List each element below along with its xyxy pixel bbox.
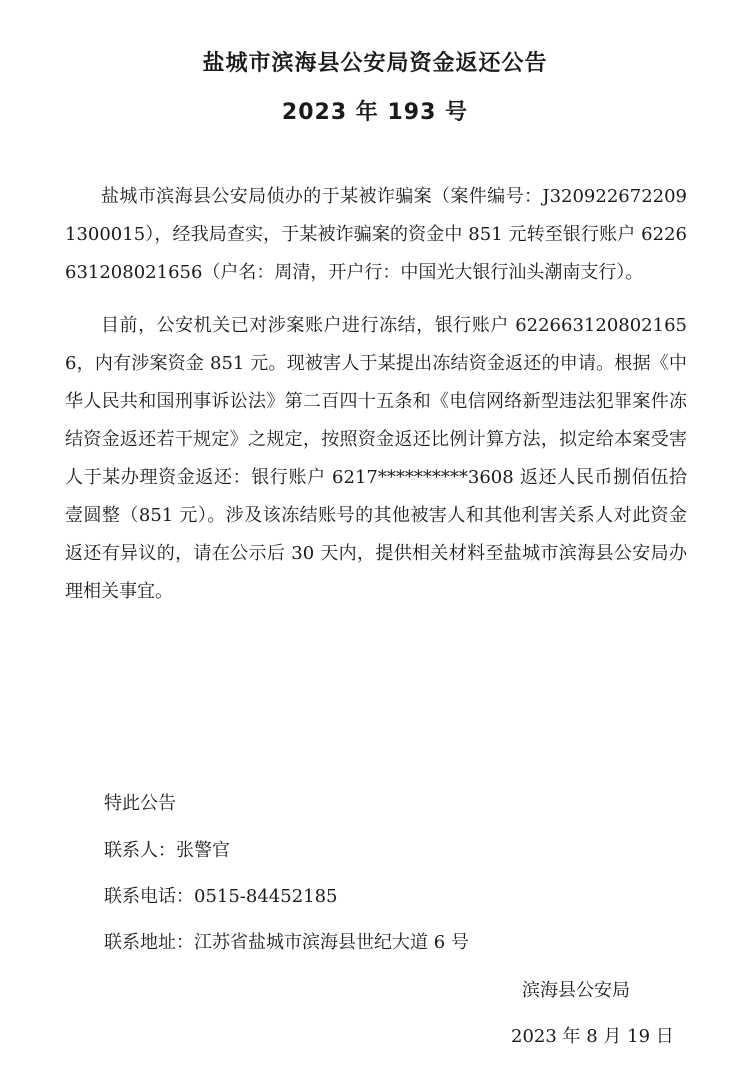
closing-notice: 特此公告 [104,793,176,814]
document-number: 2023 年 193 号 [281,100,469,125]
contact-phone: 联系电话：0515-84452185 [104,886,338,907]
contact-person: 联系人：张警官 [104,840,230,861]
issue-date: 2023 年 8 月 19 日 [511,1026,674,1047]
paragraph-refund-details: 目前，公安机关已对涉案账户进行冻结，银行账户 6226631208021656，内有涉案资金 851 元。现被害人于某提出冻结资金返还的申请。根据《中华人民共和国刑事诉讼法》第二百四十五条和《电信网络新型违法犯罪案件冻结资金返还若干规定》之规定，按照资金返还比例计算方法，拟定给本案受害人于某办理资金返还：银行账户 6217**********3608 返还人民币捌佰伍拾壹圆整（851 元）。涉及该冻结账号的其他被害人和其他利害关系人对此资金返还有异议的，请在公示后 30 天内，提供相关材料至盐城市滨海县公安局办理相关事宜。 [65,315,687,602]
announcement-title: 盐城市滨海县公安局资金返还公告 [202,51,548,76]
paragraph-case-details: 盐城市滨海县公安局侦办的于某被诈骗案（案件编号：J3209226722091300015），经我局查实，于某被诈骗案的资金中 851 元转至银行账户 6226631208021656（户名：周清，开户行：中国光大银行汕头潮南支行）。 [65,186,687,283]
contact-address: 联系地址：江苏省盐城市滨海县世纪大道 6 号 [104,932,469,953]
announcement-body [65,178,687,611]
issuer-signature: 滨海县公安局 [522,980,630,1001]
